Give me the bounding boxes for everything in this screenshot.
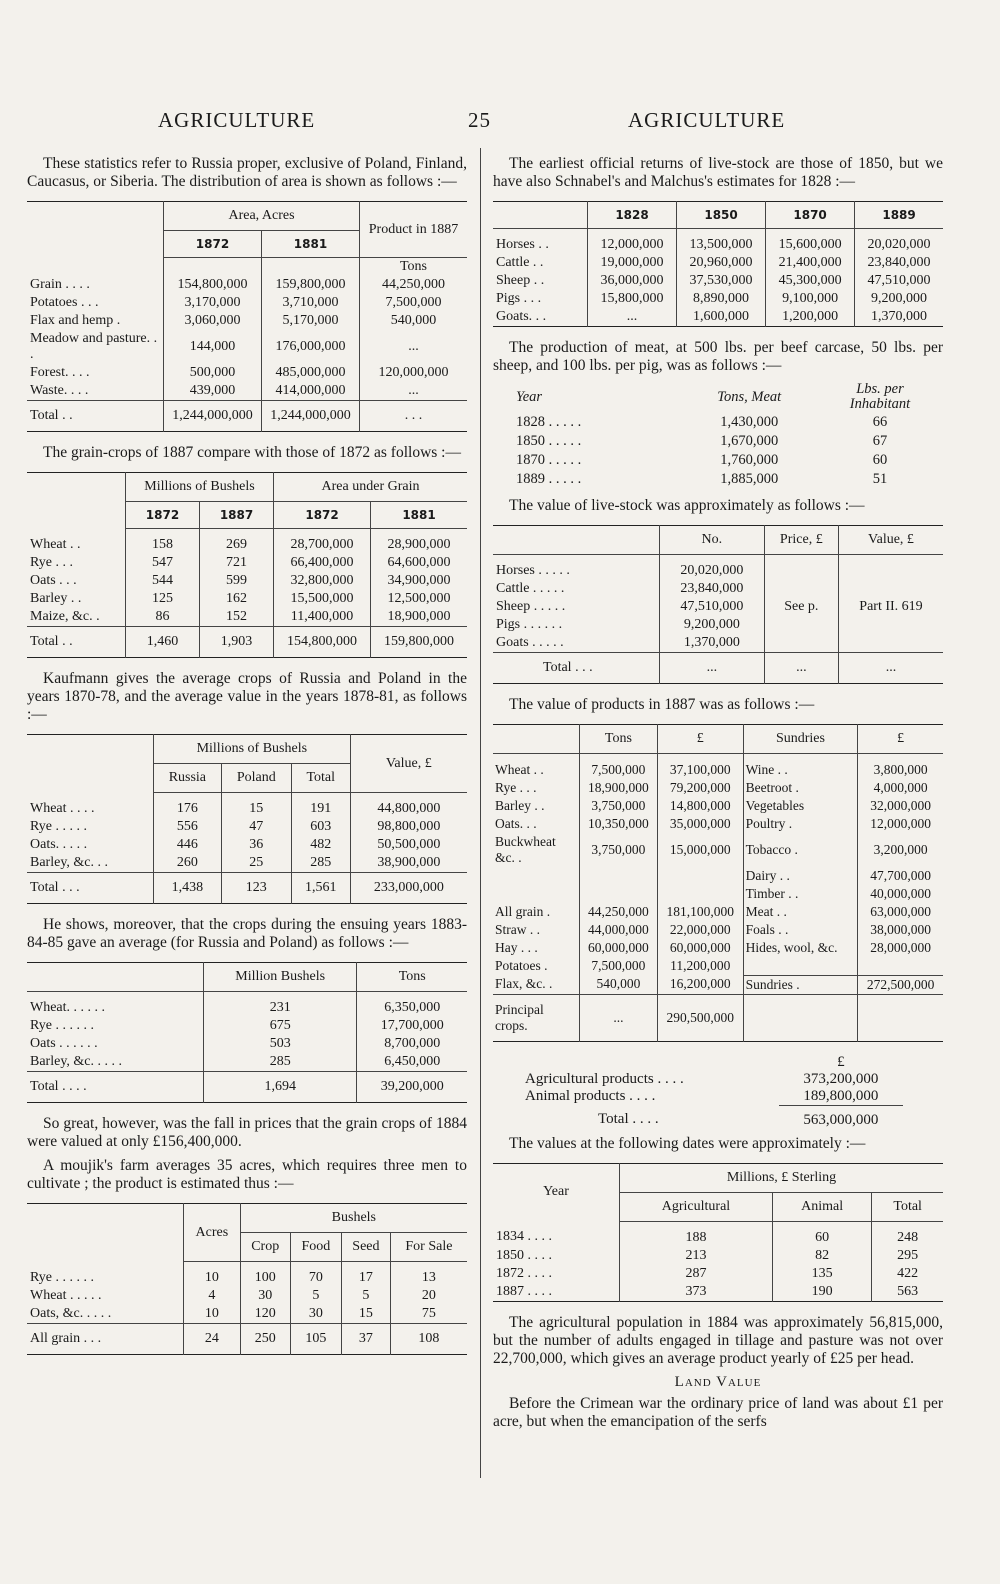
- col-header: Lbs. per Inhabitant: [849, 381, 911, 412]
- col-header: Total: [872, 1192, 943, 1221]
- table-row: Potatoes . 7,500,000 11,200,000: [493, 957, 943, 975]
- table-row: Horses . . . . . 20,020,000 See p. Part II. 619: [493, 555, 943, 581]
- col-header: Year: [543, 1184, 569, 1200]
- table-row: Pigs . . . 15,800,000 8,890,000 9,100,000 9,200,000: [493, 290, 943, 308]
- col-header: Acres: [184, 1204, 241, 1262]
- kaufmann-table: [27, 734, 467, 904]
- col-header: Sundries: [743, 725, 858, 754]
- table-row: Forest. . . . 500,000 485,000,000 120,000,000: [27, 364, 467, 382]
- col-header: 1872: [274, 502, 371, 529]
- meat-table: [513, 381, 933, 489]
- paragraph: He shows, moreover, that the crops during the ensuing years 1883-84-85 gave an average (for Russia and Poland) as follows :—: [27, 916, 467, 951]
- paragraph: The value of products in 1887 was as follows :—: [509, 696, 815, 713]
- col-header: 1872: [164, 231, 262, 258]
- table-row: Barley . . 125 162 15,500,000 12,500,000: [27, 590, 467, 608]
- summary-table: [523, 1054, 903, 1129]
- table-row: Hay . . . 60,000,000 60,000,000 Hides, wool, &c. 28,000,000: [493, 939, 943, 957]
- table-row: Wheat . . 7,500,000 37,100,000 Wine . . 3,800,000: [493, 754, 943, 780]
- col-header: Product in 1887: [360, 202, 468, 258]
- col-header: Crop: [240, 1233, 290, 1262]
- col-header: Animal: [772, 1192, 871, 1221]
- section-heading: Land Value: [674, 1373, 762, 1390]
- table-row: 1834 . . . . 188 60 248: [493, 1221, 943, 1247]
- col-header: 1881: [262, 231, 360, 258]
- table-row: Rye . . . . . . 10 100 70 17 13: [27, 1262, 467, 1288]
- unit-label: £: [837, 1053, 845, 1070]
- paragraph: The grain-crops of 1887 compare with those of 1872 as follows :—: [43, 444, 461, 461]
- col-header: 1828: [588, 202, 677, 229]
- table-row: Oats. . . 10,350,000 35,000,000 Poultry . 12,000,000: [493, 815, 943, 833]
- dates-table: [493, 1163, 943, 1302]
- table-row: Pigs . . . . . . 9,200,000: [493, 616, 943, 634]
- col-header: 1872: [126, 502, 200, 529]
- page-header: [0, 108, 1000, 138]
- table-row: Maize, &c. . 86 152 11,400,000 18,900,000: [27, 608, 467, 627]
- col-header: £: [858, 725, 943, 754]
- col-header: Agricultural: [620, 1192, 773, 1221]
- col-header: Millions of Bushels: [126, 473, 274, 502]
- table-row: Agricultural products . . . . 373,200,000: [525, 1070, 879, 1087]
- table-row: Sheep . . 36,000,000 37,530,000 45,300,000 47,510,000: [493, 272, 943, 290]
- col-header: No.: [660, 526, 765, 555]
- col-header: Millions, £ Sterling: [620, 1163, 944, 1192]
- paragraph: The production of meat, at 500 lbs. per beef carcase, 50 lbs. per sheep, and 100 lbs. per pig, was as follows :—: [493, 339, 943, 374]
- paragraph: So great, however, was the fall in prices that the grain crops of 1884 were valued at only £156,400,000.: [27, 1115, 467, 1150]
- col-header: 1887: [200, 502, 274, 529]
- col-header: Total: [291, 764, 350, 793]
- table-row: Barley . . 3,750,000 14,800,000 Vegetables 32,000,000: [493, 797, 943, 815]
- table-row: Oats . . . 544 599 32,800,000 34,900,000: [27, 572, 467, 590]
- area-table: [27, 201, 467, 432]
- col-header: Area, Acres: [164, 202, 360, 231]
- table-row: Dairy . . 47,700,000: [493, 867, 943, 885]
- running-head-left: AGRICULTURE: [158, 108, 316, 132]
- table-row: Rye . . . . . . 675 17,700,000: [27, 1017, 467, 1035]
- table-row: Animal products . . . . 189,800,000: [523, 1088, 903, 1106]
- table-row: Wheat . . . . 176 15 191 44,800,000: [27, 793, 467, 819]
- paragraph: A moujik's farm averages 35 acres, which requires three men to cultivate ; the product is estimated thus :—: [27, 1157, 467, 1192]
- table-row: Timber . . 40,000,000: [493, 885, 943, 903]
- table-row: Oats, &c. . . . . 10 120 30 15 75: [27, 1305, 467, 1324]
- col-header: Area under Grain: [274, 473, 467, 502]
- table-row: Goats. . . ... 1,600,000 1,200,000 1,370,000: [493, 308, 943, 327]
- left-column: [27, 155, 467, 1367]
- see-reference: See p.: [764, 555, 838, 653]
- col-header: £: [657, 725, 743, 754]
- farm-table: [27, 1203, 467, 1355]
- col-header: Bushels: [240, 1204, 467, 1233]
- total-row: Total . . 1,460 1,903 154,800,000 159,800,000: [27, 627, 467, 658]
- paragraph: The value of live-stock was approximately as follows :—: [509, 497, 865, 514]
- col-header: Food: [290, 1233, 341, 1262]
- table-row: Barley, &c. . . 260 25 285 38,900,000: [27, 854, 467, 873]
- col-header: Value, £: [839, 526, 944, 555]
- paragraph: Before the Crimean war the ordinary price of land was about £1 per acre, but when the emancipation of the serfs: [493, 1394, 943, 1430]
- total-row: Total . . 1,244,000,000 1,244,000,000 . . .: [27, 401, 467, 432]
- column-divider: [480, 148, 481, 1478]
- table-row: Meadow and pasture. . . 144,000 176,000,000 ...: [27, 330, 467, 364]
- col-header: 1870: [766, 202, 855, 229]
- paragraph: The earliest official returns of live-stock are those of 1850, but we have also Schnabel's and Malchus's estimates for 1828 :—: [493, 155, 943, 190]
- table-row: 1828 . . . . . 1,430,000 66: [516, 414, 888, 430]
- col-header: 1850: [677, 202, 766, 229]
- col-header: For Sale: [390, 1233, 467, 1262]
- table-row: Cattle . . . . . 23,840,000: [493, 580, 943, 598]
- livestock-table: [493, 201, 943, 327]
- unit-label: Tons: [360, 258, 468, 277]
- table-row: Straw . . 44,000,000 22,000,000 Foals . . 38,000,000: [493, 921, 943, 939]
- col-header: Price, £: [764, 526, 838, 555]
- col-header: Tons: [357, 963, 467, 992]
- table-row: Rye . . . 547 721 66,400,000 64,600,000: [27, 554, 467, 572]
- right-column: [493, 155, 943, 1437]
- table-row: 1872 . . . . 287 135 422: [493, 1265, 943, 1283]
- table-row: Sheep . . . . . 47,510,000: [493, 598, 943, 616]
- col-header: Seed: [341, 1233, 390, 1262]
- col-header: Year: [516, 388, 543, 405]
- table-row: Flax, &c. . 540,000 16,200,000 Sundries . 272,500,000: [493, 975, 943, 994]
- paragraph: The values at the following dates were approximately :—: [509, 1134, 866, 1152]
- col-header: Russia: [154, 764, 222, 793]
- col-header: Million Bushels: [204, 963, 357, 992]
- table-row: All grain . 44,250,000 181,100,000 Meat . . 63,000,000: [493, 903, 943, 921]
- table-row: Flax and hemp . 3,060,000 5,170,000 540,000: [27, 312, 467, 330]
- table-row: 1887 . . . . 373 190 563: [493, 1283, 943, 1302]
- table-row: Oats . . . . . . 503 8,700,000: [27, 1035, 467, 1053]
- total-row: Total . . . . 1,694 39,200,000: [27, 1072, 467, 1103]
- table-row: Cattle . . 19,000,000 20,960,000 21,400,000 23,840,000: [493, 254, 943, 272]
- table-row: Waste. . . . 439,000 414,000,000 ...: [27, 382, 467, 401]
- table-row: Potatoes . . . 3,170,000 3,710,000 7,500,000: [27, 294, 467, 312]
- average-crops-table: [27, 962, 467, 1103]
- paragraph: These statistics refer to Russia proper, exclusive of Poland, Finland, Caucasus, or Siberia. The distribution of area is shown as follows :—: [27, 155, 467, 190]
- table-row: Wheat . . . . . 4 30 5 5 20: [27, 1287, 467, 1305]
- paragraph: Kaufmann gives the average crops of Russia and Poland in the years 1870-78, and the average value in the years 1878-81, as follows :—: [27, 670, 467, 723]
- col-header: Value, £: [350, 735, 467, 793]
- col-header: Tons: [580, 725, 658, 754]
- table-row: Grain . . . . 154,800,000 159,800,000 44,250,000: [27, 276, 467, 294]
- total-row: All grain . . . 24 250 105 37 108: [27, 1324, 467, 1355]
- table-row: Buckwheat &c. . 3,750,000 15,000,000 Tobacco . 3,200,000: [493, 833, 943, 867]
- total-row: Principal crops. ... 290,500,000: [493, 994, 943, 1041]
- running-head-right: AGRICULTURE: [628, 108, 786, 132]
- part-reference: Part II. 619: [839, 555, 944, 653]
- table-row: Rye . . . . . 556 47 603 98,800,000: [27, 818, 467, 836]
- products-table: [493, 724, 943, 1042]
- table-row: 1870 . . . . . 1,760,000 60: [516, 452, 888, 468]
- table-row: Barley, &c. . . . . 285 6,450,000: [27, 1053, 467, 1072]
- livestock-value-table: [493, 525, 943, 684]
- table-row: Wheat. . . . . . 231 6,350,000: [27, 992, 467, 1018]
- total-row: Total . . . ... ... ...: [493, 653, 943, 684]
- paragraph: The agricultural population in 1884 was approximately 56,815,000, but the number of adults engaged in tillage and pasture was not over 22,700,000, which gives an average product yearly of £25 per head.: [493, 1313, 943, 1367]
- grain-crops-table: [27, 472, 467, 658]
- col-header: 1889: [855, 202, 943, 229]
- table-row: 1850 . . . . . 1,670,000 67: [516, 433, 888, 449]
- col-header: Tons, Meat: [717, 388, 782, 405]
- col-header: 1881: [371, 502, 467, 529]
- table-row: Goats . . . . . 1,370,000: [493, 634, 943, 653]
- table-row: Rye . . . 18,900,000 79,200,000 Beetroot . 4,000,000: [493, 779, 943, 797]
- page-number: 25: [468, 108, 491, 132]
- table-row: Wheat . . 158 269 28,700,000 28,900,000: [27, 529, 467, 555]
- table-row: Horses . . 12,000,000 13,500,000 15,600,000 20,020,000: [493, 229, 943, 255]
- col-header: Poland: [221, 764, 291, 793]
- col-header: Millions of Bushels: [154, 735, 351, 764]
- table-row: Oats. . . . . 446 36 482 50,500,000: [27, 836, 467, 854]
- total-row: Total . . . 1,438 123 1,561 233,000,000: [27, 873, 467, 904]
- table-row: 1889 . . . . . 1,885,000 51: [516, 471, 888, 487]
- table-row: 1850 . . . . 213 82 295: [493, 1247, 943, 1265]
- total-row: Total . . . . 563,000,000: [598, 1111, 879, 1128]
